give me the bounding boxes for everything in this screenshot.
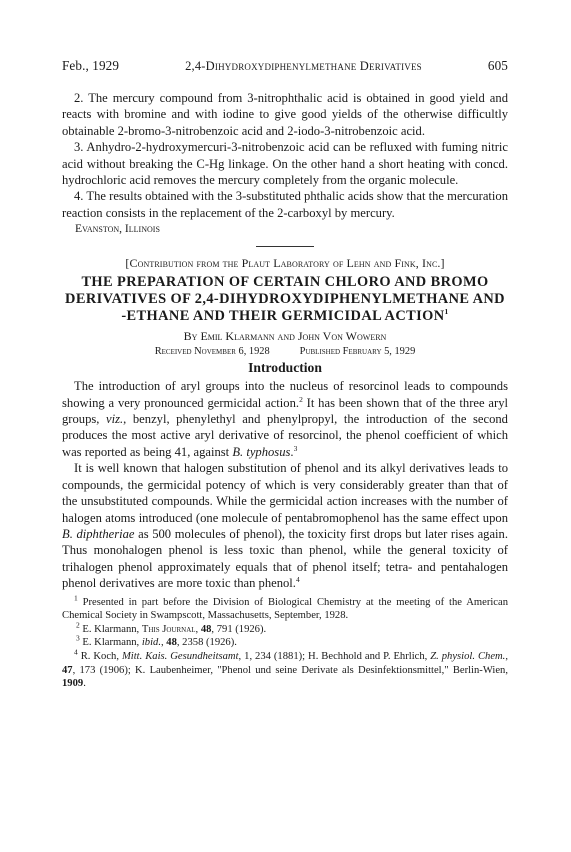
summary-item-2: 2. The mercury compound from 3-nitrophthalic acid is obtained in good yield and reacts with bromine and with iodine to give good yields of the otherwise difficultly obtainable 2-bromo-3-nitrobenzoic acid and 2-iodo-3-nitrobenzoic acid. [62, 91, 508, 138]
footnotes [62, 593, 508, 691]
journal-page [62, 58, 508, 691]
title-footnote-ref: 1 [444, 307, 449, 317]
footnote-3-sep: , [160, 637, 167, 649]
author-location: Evanston, Illinois [75, 222, 160, 236]
footnote-1-number: 1 [74, 593, 78, 602]
intro-p1-text-a: The introduction of aryl groups into the nucleus of resorcinol leads to compounds showing a very pronounced germicidal action. [62, 379, 508, 410]
footnote-4-sep: , [505, 650, 508, 662]
page-number: 605 [487, 58, 508, 73]
intro-p1-text-b: It has been shown that of the three aryl groups, [62, 395, 508, 427]
summary-item-4: 4. The results obtained with the 3-substituted phthalic acids show that the mercuration reaction consists in the replacement of the 2-carboxyl by mercury. [62, 189, 508, 220]
section-heading: Introduction [248, 360, 322, 376]
intro-p1-organism: B. typhosus [232, 444, 291, 459]
section-divider [256, 246, 314, 247]
submission-dates [62, 346, 508, 357]
footnote-2-journal: This Journal [141, 623, 196, 635]
intro-p2-organism: B. diphtheriae [62, 526, 135, 541]
footnote-4-text-d: , 173 (1906); K. Laubenheimer, "Phenol und seine Derivate als Desinfektionsmittel," Berlin-Wien, [72, 664, 508, 676]
footnote-3 [62, 633, 508, 650]
footnote-2-text-a: E. Klarmann, [82, 623, 142, 635]
intro-paragraph-1 [62, 378, 508, 460]
issue-date: Feb., 1929 [62, 58, 120, 73]
footnote-ref-2: 2 [299, 394, 303, 404]
footnote-4-text-b: , 1, 234 (1881); H. Bechhold and P. Ehrlich, [238, 650, 431, 662]
running-head [62, 58, 508, 76]
footnote-4-volume: 47 [62, 664, 73, 676]
article-title-line-1: THE PREPARATION OF CERTAIN CHLORO AND BROMO [81, 274, 489, 291]
article-title-line-3-text: -ETHANE AND THEIR GERMICIDAL ACTION [121, 308, 445, 325]
intro-p2-text-b: as 500 molecules of phenol), the toxicity first drops but later rises again. Thus monohalogen phenol is less toxic than phenol, while the general toxicity of trihalogen phenol approximately equals that of phenol itself; tetra- and pentahalogen phenol derivatives are more toxic than phenol. [62, 526, 508, 591]
footnote-1 [62, 593, 508, 623]
footnote-2 [62, 620, 508, 637]
byline: By Emil Klarmann and John Von Wowern [183, 329, 387, 344]
article-title-line-2: DERIVATIVES OF 2,4-DIHYDROXYDIPHENYLMETHANE AND [65, 291, 505, 308]
footnote-ref-3: 3 [293, 443, 298, 453]
footnote-4-journal-2: Z. physiol. Chem. [430, 650, 506, 662]
footnote-4-text-e: . [83, 678, 86, 690]
footnote-4-year: 1909 [62, 678, 84, 690]
intro-p1-viz: viz. [106, 412, 124, 427]
received-date: Received November 6, 1928 [154, 346, 270, 358]
footnote-4 [62, 647, 508, 691]
footnote-2-volume: 48 [200, 623, 212, 635]
footnote-4-text-a: R. Koch, [80, 650, 122, 662]
footnote-2-number: 2 [76, 620, 80, 630]
footnote-1-text: Presented in part before the Division of Biological Chemistry at the meeting of the American Chemical Society in Swampscott, Massachusetts, September, 1928. [62, 596, 508, 622]
published-date: Published February 5, 1929 [299, 346, 416, 358]
article-title-line-3 [62, 308, 508, 325]
footnote-3-text-a: E. Klarmann, [82, 637, 142, 649]
footnote-3-number: 3 [76, 633, 80, 643]
intro-p1-text-d: . [290, 444, 294, 459]
intro-paragraph-2 [62, 460, 508, 591]
article-title [62, 274, 508, 325]
footnote-4-journal-1: Mitt. Kais. Gesundheitsamt [121, 650, 239, 662]
footnote-3-volume: 48 [166, 637, 177, 649]
footnote-4-number: 4 [74, 647, 78, 657]
footnote-ref-4: 4 [295, 574, 300, 584]
footnote-3-text-b: , 2358 (1926). [176, 637, 237, 649]
running-title: 2,4-Dihydroxydiphenylmethane Derivatives [185, 59, 422, 73]
contribution-line: [Contribution from the Plaut Laboratory of Lehn and Fink, Inc.] [125, 256, 445, 271]
footnote-3-ibid: ibid. [141, 637, 161, 649]
intro-p2-text-a: It is well known that halogen substitution of phenol and its alkyl derivatives leads to compounds, the germicidal potency of which is very considerably greater than that of the unsubstituted compounds. While the germicidal action increases with the number of halogen atoms introduced (one molecule of pentabromophenol has the same effect upon [62, 461, 508, 525]
intro-p1-text-c: , benzyl, phenylethyl and phenylpropyl, the introduction of the second produces the most active aryl derivative of resorcinol, the phenol coefficient of which was reported as being 41, against [62, 412, 508, 459]
summary-item-3: 3. Anhydro-2-hydroxymercuri-3-nitrobenzoic acid can be refluxed with fuming nitric acid without breaking the C-Hg linkage. On the other hand a short heating with concd. hydrochloric acid removes the mercury completely from the organic molecule. [62, 140, 508, 188]
footnote-2-sep: , [195, 623, 201, 635]
footnote-2-text-b: , 791 (1926). [211, 623, 267, 635]
